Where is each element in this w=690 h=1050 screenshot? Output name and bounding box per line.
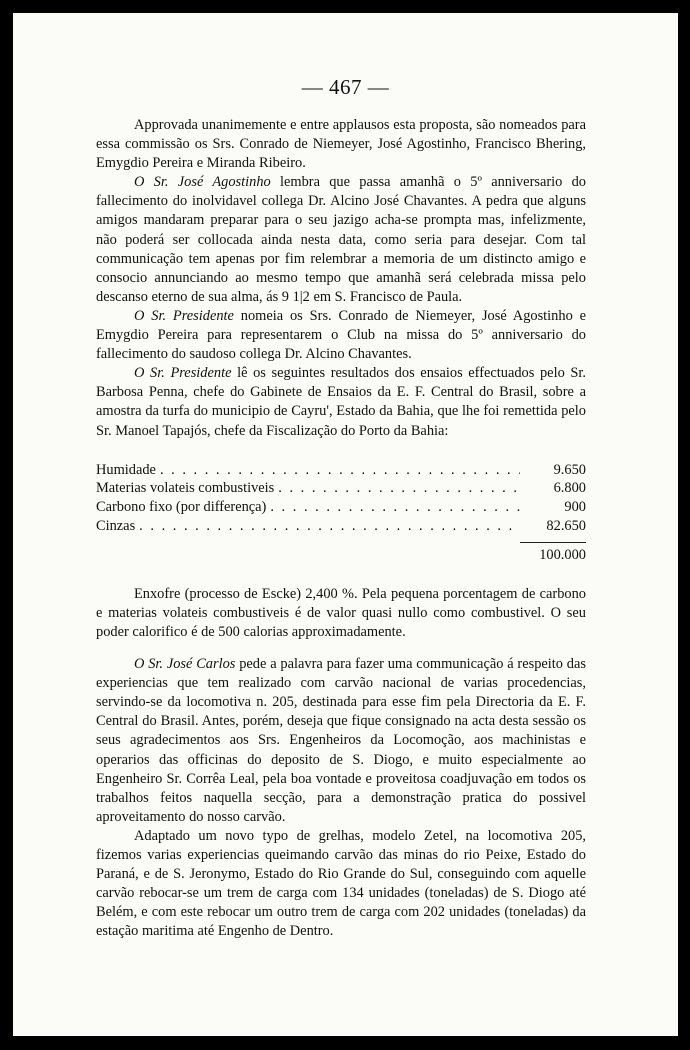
row-label: Carbono fixo (por differença) — [96, 499, 267, 516]
row-value: 900 — [564, 499, 586, 516]
paragraph-jose-agostinho: O Sr. José Agostinho lembra que passa amanhã o 5º anniversario do fallecimento do inolvidavel collega Dr. Alcino José Chavantes. A pedra que alguns amigos mandaram preparar para o seu jazigo acha-se prompta mas, infelizmente, não poderá ser collocada ainda nesta data, como seria para desejar. Com tal communicação tem apenas por fim relembrar a memoria de um distincto amigo e consocio annunciando ao mesmo tempo que amanhã será celebrada missa pelo descanso eterno de sua alma, ás 9 1|2 em S. Francisco de Paula. — [96, 174, 587, 305]
row-value: 9.650 — [553, 461, 586, 478]
document-page — [13, 13, 678, 1036]
paragraph-approval: Approvada unanimemente e entre applausos esta proposta, são nomeados para essa commissão os Srs. Conrado de Niemeyer, José Agostinho, Francisco Bhering, Emygdio Pereira e Miranda Ribeiro. — [96, 117, 586, 172]
row-value: 82.650 — [546, 517, 586, 534]
row-value: 6.800 — [553, 480, 586, 497]
table-row — [96, 517, 586, 536]
dot-leader — [160, 461, 520, 480]
table-total: 100.000 — [539, 546, 586, 563]
dot-leader — [139, 517, 520, 536]
paragraph-presidente-ensaios: O Sr. Presidente lê os seguintes resultados dos ensaios effectuados pelo Sr. Barbosa Penna, chefe do Gabinete de Ensaios da E. F. Central do Brasil, sobre a amostra da turfa do municipio de Cayru', Estado da Bahia, que lhe foi remettida pelo Sr. Manoel Tapajós, chefe da Fiscalização do Porto da Bahia: — [96, 365, 586, 439]
table-row — [96, 479, 586, 498]
table-row — [96, 461, 586, 480]
row-label: Materias volateis combustiveis — [96, 480, 275, 497]
speaker-name: O Sr. José Agostinho — [134, 174, 271, 191]
speaker-name: O Sr. Presidente — [134, 307, 234, 324]
speaker-name: O Sr. Presidente — [134, 365, 232, 382]
dot-leader — [270, 498, 520, 517]
dot-leader — [278, 479, 520, 498]
page-number: — 467 — — [301, 75, 390, 99]
body-text — [96, 116, 586, 941]
row-label: Humidade — [96, 461, 156, 478]
paragraph-presidente-nomeia: O Sr. Presidente nomeia os Srs. Conrado de Niemeyer, José Agostinho e Emygdio Pereira para representarem o Club na missa do 5º anniversario do fallecimento do saudoso collega Dr. Alcino Chavantes. — [96, 307, 587, 363]
spacer — [96, 642, 586, 655]
table-row — [96, 498, 586, 517]
total-rule — [520, 542, 586, 543]
paragraph-enxofre: Enxofre (processo de Escke) 2,400 %. Pela pequena porcentagem de carbono e materias volateis combustiveis é de valor quasi nullo como combustivel. O seu poder calorifico é de 500 calorias approximadamente. — [96, 585, 586, 640]
speaker-name: O Sr. José Carlos — [134, 656, 236, 673]
paragraph-jose-carlos: O Sr. José Carlos pede a palavra para fazer uma communicação á respeito das experiencias que tem realizado com carvão nacional de varias procedencias, servindo-se da locomotiva n. 205, destinada para esse fim pela Directoria da E. F. Central do Brasil. Antes, porém, deseja que fique consignado na acta desta sessão os seus agradecimentos aos Srs. Engenheiros da Locomoção, aos machinistas e operarios das officinas do deposito de S. Diogo, e muito especialmente ao Engenheiro Sr. Corrêa Leal, pela boa vontade e proveitosa coadjuvação em todos os trabalhos feitos naquella secção, para a demonstração pratica do possivel aproveitamento do nosso carvão. — [96, 656, 586, 825]
row-label: Cinzas — [96, 517, 136, 534]
spacer — [96, 565, 586, 585]
paragraph-adaptado: Adaptado um novo typo de grelhas, modelo Zetel, na locomotiva 205, fizemos varias experiencias queimando carvão das minas do rio Peixe, Estado do Paraná, e de S. Jeronymo, Estado do Rio Grande do Sul, conseguindo com aquelle carvão rebocar-se um trem de carga com 134 unidades (toneladas) de S. Diogo até Belém, e com este rebocar um outro trem de carga com 202 unidades (toneladas) da estação maritima até Engenho de Dentro. — [96, 827, 586, 940]
analysis-table — [96, 461, 586, 565]
